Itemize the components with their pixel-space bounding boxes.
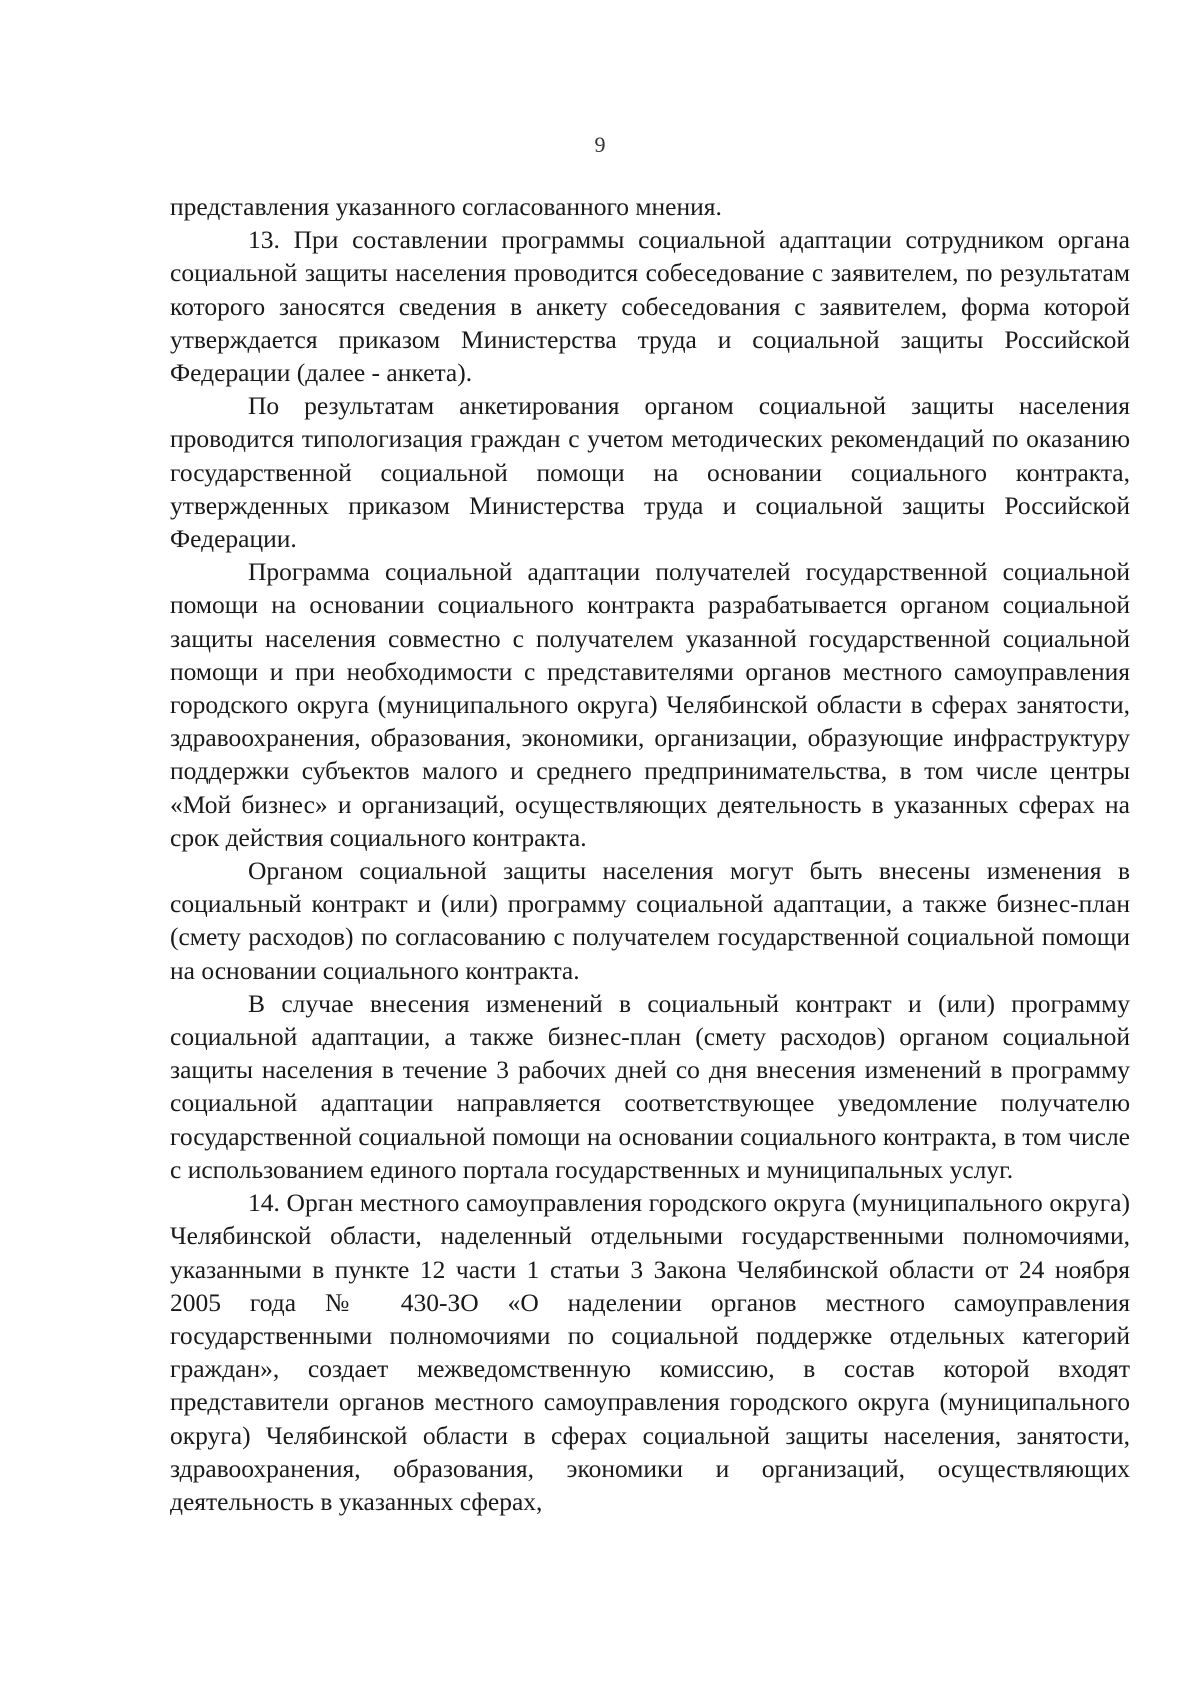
page-number: 9 xyxy=(594,132,606,157)
paragraph: 13. При составлении программы социальной адаптации сотрудником органа социальной защиты населения проводится собеседование с заявителем, по результатам которого заносятся сведения в анкету собеседования с заявителем, форма которой утверждается приказом Министерства труда и социальной защиты Российской Федерации (далее - анкета). xyxy=(170,225,1130,388)
paragraph: В случае внесения изменений в социальный контракт и (или) программу социальной адаптации, а также бизнес-план (смету расходов) органом социальной защиты населения в течение 3 рабочих дней со дня внесения изменений в программу социальной адаптации направляется соответствующее уведомление получателю государственной социальной помощи на основании социального контракта, в том числе с использованием единого портала государственных и муниципальных услуг. xyxy=(170,988,1130,1184)
paragraph: Органом социальной защиты населения могут быть внесены изменения в социальный контракт и (или) программу социальной адаптации, а также бизнес-план (смету расходов) по согласованию с получателем государственной социальной помощи на основании социального контракта. xyxy=(170,856,1130,985)
paragraph: 14. Орган местного самоуправления городского округа (муниципального округа) Челябинской области, наделенный отдельными государственными полномочиями, указанными в пункте 12 части 1 статьи 3 Закона Челябинской области от 24 ноября 2005 года № 430-ЗО «О наделении органов местного самоуправления государственными полномочиями по социальной поддержке отдельных категорий граждан», создает межведомственную комиссию, в состав которой входят представители органов местного самоуправления городского округа (муниципального округа) Челябинской области в сферах социальной защиты населения, занятости, здравоохранения, образования, экономики и организаций, осуществляющих деятельность в указанных сферах, xyxy=(170,1188,1130,1516)
paragraph: представления указанного согласованного мнения. xyxy=(170,192,722,221)
paragraph: По результатам анкетирования органом социальной защиты населения проводится типологизация граждан с учетом методических рекомендаций по оказанию государственной социальной помощи на основании социального контракта, утвержденных приказом Министерства труда и социальной защиты Российской Федерации. xyxy=(170,391,1130,554)
body-text xyxy=(170,190,1130,1518)
paragraph: Программа социальной адаптации получателей государственной социальной помощи на основании социального контракта разрабатывается органом социальной защиты населения совместно с получателем указанной государственной социальной помощи и при необходимости с представителями органов местного самоуправления городского округа (муниципального округа) Челябинской области в сферах занятости, здравоохранения, образования, экономики, организации, образующие инфраструктуру поддержки субъектов малого и среднего предпринимательства, в том числе центры «Мой бизнес» и организаций, осуществляющих деятельность в указанных сферах на срок действия социального контракта. xyxy=(170,557,1130,852)
